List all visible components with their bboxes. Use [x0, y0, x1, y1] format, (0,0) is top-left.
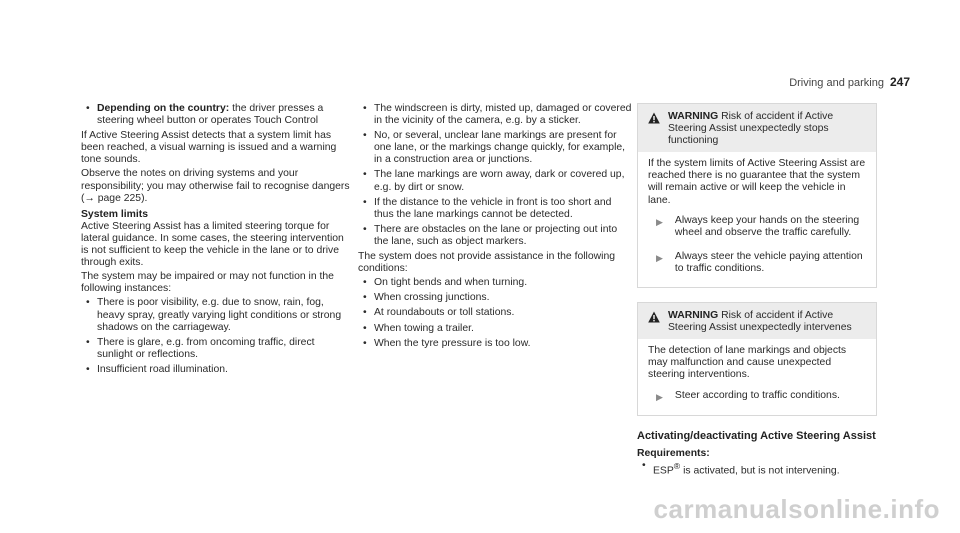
- instruction-arrow-icon: ▶: [656, 216, 663, 227]
- warning-header: [638, 104, 876, 152]
- watermark: carmanualsonline.info: [653, 494, 940, 524]
- list-item: • At roundabouts or toll stations.: [358, 307, 633, 319]
- page-number: 247: [889, 75, 910, 89]
- page-header: [789, 75, 910, 89]
- system-limits-heading: System limits: [81, 208, 148, 220]
- warning-body: [638, 339, 876, 414]
- warning-header: [638, 303, 876, 339]
- paragraph: If Active Steering Assist detects that a system limit has been reached, a visual warning is issued and a warning tone sounds.: [81, 130, 337, 166]
- warning-body: [638, 152, 876, 287]
- requirements-label: Requirements:: [637, 447, 710, 459]
- instruction-arrow-icon: ▶: [656, 391, 663, 402]
- list-item: [81, 103, 351, 127]
- warning-title-text: Risk of accident if Active Steering Assist unexpectedly intervenes: [668, 310, 852, 334]
- registered-mark: ®: [673, 460, 681, 471]
- warning-triangle-icon: [648, 112, 660, 124]
- list-item: • When the tyre pressure is too low.: [358, 338, 633, 350]
- instruction-text: Always steer the vehicle paying attention to traffic conditions.: [674, 250, 863, 274]
- list-item: • There is poor visibility, e.g. due to snow, rain, fog, heavy spray, greatly varying light conditions or strong shadows on the carriageway.: [81, 297, 351, 333]
- impaired-list-continued: [358, 103, 633, 248]
- list-item: • The windscreen is dirty, misted up, damaged or covered in the vicinity of the camera, e.g. by a sticker.: [358, 103, 633, 127]
- column-1: [81, 103, 351, 379]
- paragraph: The system may be impaired or may not function in the following instances:: [81, 271, 334, 295]
- list-item: • If the distance to the vehicle in front is too short and thus the lane markings cannot be detected.: [358, 197, 633, 221]
- country-list: [81, 103, 351, 127]
- paragraph: Observe the notes on driving systems and your responsibility; you may otherwise fail to recognise dangers (→ page 225).: [81, 168, 350, 204]
- conditions-list: [358, 277, 633, 349]
- warning-title: [668, 111, 866, 147]
- warning-text: The detection of lane markings and objects may malfunction and cause unexpected steering interventions.: [648, 345, 847, 381]
- warning-label: WARNING: [668, 310, 719, 322]
- instruction: [648, 245, 866, 281]
- list-item: • When towing a trailer.: [358, 323, 633, 335]
- requirements-list: [637, 460, 877, 478]
- column-2: [358, 103, 633, 353]
- list-item: • The lane markings are worn away, dark or covered up, e.g. by dirt or snow.: [358, 169, 633, 193]
- column-3: [637, 103, 877, 480]
- esp-label: ESP: [653, 465, 674, 477]
- list-item: • No, or several, unclear lane markings are present for one lane, or the markings change quickly, for example, in a construction area or junctions.: [358, 130, 633, 166]
- activation-heading: Activating/deactivating Active Steering Assist: [637, 429, 876, 442]
- warning-text: If the system limits of Active Steering Assist are reached there is no guarantee that the system will remain active or will keep the vehicle in lane.: [648, 158, 866, 206]
- warning-title: [668, 310, 866, 334]
- list-item: • There are obstacles on the lane or projecting out into the lane, such as object markers.: [358, 224, 633, 248]
- list-item: • When crossing junctions.: [358, 292, 633, 304]
- warning-box: [637, 302, 877, 416]
- list-item: • Insufficient road illumination.: [81, 364, 351, 376]
- instruction: [648, 209, 866, 245]
- impaired-list: [81, 297, 351, 376]
- instruction-text: Steer according to traffic conditions.: [674, 389, 840, 401]
- paragraph: The system does not provide assistance in the following conditions:: [358, 251, 616, 275]
- instruction-arrow-icon: ▶: [656, 252, 663, 263]
- warning-triangle-icon: [648, 311, 660, 323]
- instruction-text: Always keep your hands on the steering wheel and observe the traffic carefully.: [674, 214, 860, 238]
- warning-label: WARNING: [668, 111, 719, 122]
- list-item: • On tight bends and when turning.: [358, 277, 633, 289]
- warning-title-text: Risk of accident if Active Steering Assist unexpectedly stops functioning: [668, 111, 834, 147]
- section-title-header: Driving and parking: [789, 77, 884, 89]
- list-item: [637, 460, 877, 478]
- country-text: the driver presses a steering wheel button or operates Touch Control: [97, 103, 324, 127]
- country-label: Depending on the country:: [97, 103, 230, 114]
- instruction: [648, 384, 866, 409]
- warning-box: [637, 103, 877, 288]
- paragraph: Active Steering Assist has a limited steering torque for lateral guidance. In some cases, the steering intervention is not sufficient to keep the vehicle in the lane or to drive through exits.: [81, 220, 344, 269]
- requirement-text: is activated, but is not intervening.: [680, 465, 840, 477]
- list-item: • There is glare, e.g. from oncoming traffic, direct sunlight or reflections.: [81, 337, 351, 361]
